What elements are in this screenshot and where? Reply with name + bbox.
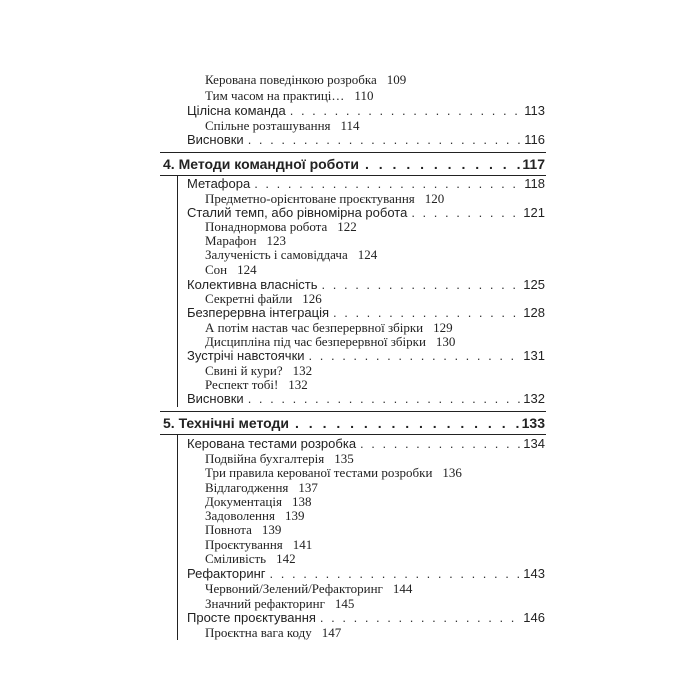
toc-section-page: 143 xyxy=(523,566,545,581)
toc-section xyxy=(187,103,545,119)
toc-subsection-title: Три правила керованої тестами розробки xyxy=(205,465,433,480)
toc-subsection-title: Предметно-орієнтоване проєктування xyxy=(205,191,415,206)
toc-section-page: 128 xyxy=(523,305,545,320)
toc-section-page: 134 xyxy=(523,436,545,451)
toc-subsection-title: Значний рефакторинг xyxy=(205,596,325,611)
toc-subsection xyxy=(205,551,296,567)
toc-section xyxy=(187,610,545,626)
toc-subsection-page: 144 xyxy=(392,581,413,596)
toc-subsection-page: 130 xyxy=(435,334,456,349)
toc-subsection-page: 145 xyxy=(334,596,355,611)
chapter-section-bar xyxy=(177,175,178,407)
toc-subsection-page: 135 xyxy=(334,451,354,466)
toc-subsection-page: 126 xyxy=(302,291,322,306)
toc-section-title: Колективна власність xyxy=(187,277,318,292)
toc-section xyxy=(187,566,545,582)
toc-subsection-title: Проєктна вага коду xyxy=(205,625,312,640)
toc-section-page: 121 xyxy=(523,205,545,220)
dot-leader xyxy=(270,566,522,582)
toc-subsection-title: Повнота xyxy=(205,522,252,537)
dot-leader xyxy=(290,103,523,119)
toc-subsection-page: 132 xyxy=(292,363,313,378)
dot-leader xyxy=(254,176,522,192)
toc-subsection-title: Відлагодження xyxy=(205,480,289,495)
chapter-page: 117 xyxy=(522,156,545,172)
toc-section-page: 132 xyxy=(523,391,545,406)
toc-section-title: Висновки xyxy=(187,132,244,147)
toc-subsection-page: 109 xyxy=(386,72,407,87)
chapter-section-bar xyxy=(177,434,178,640)
toc-subsection-page: 141 xyxy=(292,537,313,552)
toc-subsection-page: 136 xyxy=(442,465,462,480)
toc-subsection-title: Респект тобі! xyxy=(205,377,279,392)
dot-leader xyxy=(365,155,520,173)
toc-section xyxy=(187,305,545,321)
toc-subsection-title: Секретні файли xyxy=(205,291,293,306)
toc-subsection-page: 132 xyxy=(288,377,308,392)
dot-leader xyxy=(295,414,520,432)
toc-subsection-page: 139 xyxy=(284,508,305,523)
toc-subsection-title: Документація xyxy=(205,494,282,509)
toc-subsection-title: А потім настав час безперервної збірки xyxy=(205,320,424,335)
toc-subsection xyxy=(205,625,341,641)
toc-section-title: Безперервна інтеграція xyxy=(187,305,330,320)
toc-subsection-title: Проєктування xyxy=(205,537,283,552)
dot-leader xyxy=(309,348,522,364)
toc-subsection-page: 110 xyxy=(354,88,374,103)
toc-subsection-page: 122 xyxy=(337,219,357,234)
toc-subsection-page: 124 xyxy=(357,247,378,262)
chapter-heading xyxy=(163,155,545,173)
toc-subsection-title: Свині й кури? xyxy=(205,363,283,378)
toc-section-title: Зустрічі навстоячки xyxy=(187,348,305,363)
toc-section-title: Метафора xyxy=(187,176,251,191)
toc-subsection xyxy=(205,465,462,481)
toc-subsection xyxy=(205,262,257,278)
toc-subsection-title: Задоволення xyxy=(205,508,275,523)
toc-section-page: 116 xyxy=(524,132,545,147)
toc-section-page: 113 xyxy=(524,103,545,118)
toc-section-title: Керована тестами розробка xyxy=(187,436,357,451)
dot-leader xyxy=(248,132,523,148)
toc-section-page: 118 xyxy=(524,176,545,191)
dot-leader xyxy=(333,305,521,321)
toc-section-page: 125 xyxy=(523,277,545,292)
dot-leader xyxy=(411,205,521,221)
dot-leader xyxy=(320,610,521,626)
toc-section-page: 146 xyxy=(523,610,545,625)
toc-section-title: Сталий темп, або рівномірна робота xyxy=(187,205,408,220)
chapter-rule-bottom xyxy=(160,434,546,435)
toc-subsection-page: 142 xyxy=(276,551,296,566)
toc-subsection-title: Сміливість xyxy=(205,551,267,566)
toc-section xyxy=(187,391,545,407)
dot-leader xyxy=(360,436,521,452)
toc-subsection-title: Спільне розташування xyxy=(205,118,331,133)
toc-subsection-page: 124 xyxy=(237,262,257,277)
chapter-page: 133 xyxy=(521,415,545,431)
toc-subsection-title: Дисципліна під час безперервної збірки xyxy=(205,334,426,349)
toc-subsection-title: Подвійна бухгалтерія xyxy=(205,451,325,466)
toc-subsection xyxy=(205,522,281,538)
toc-subsection xyxy=(205,247,377,263)
toc-subsection-page: 137 xyxy=(298,480,318,495)
toc-subsection-title: Тим часом на практиці… xyxy=(205,88,345,103)
toc-section-title: Рефакторинг xyxy=(187,566,266,581)
toc-subsection xyxy=(205,581,412,597)
chapter-rule-top xyxy=(160,152,546,153)
dot-leader xyxy=(322,277,522,293)
toc-subsection-page: 139 xyxy=(261,522,282,537)
toc-subsection-page: 123 xyxy=(266,233,286,248)
toc-section-page: 131 xyxy=(523,348,545,363)
toc-subsection-page: 120 xyxy=(424,191,445,206)
toc-section xyxy=(187,436,545,452)
toc-section-title: Цілісна команда xyxy=(187,103,286,118)
chapter-title: 5. Технічні методи xyxy=(163,415,290,431)
toc-subsection-page: 147 xyxy=(321,625,342,640)
toc-subsection-title: Марафон xyxy=(205,233,257,248)
toc-subsection-page: 114 xyxy=(340,118,360,133)
toc-subsection-title: Червоний/Зелений/Рефакторинг xyxy=(205,581,383,596)
toc-section-title: Висновки xyxy=(187,391,244,406)
toc-subsection-title: Сон xyxy=(205,262,228,277)
chapter-rule-top xyxy=(160,411,546,412)
toc-subsection-page: 138 xyxy=(291,494,312,509)
toc-subsection-title: Залученість і самовіддача xyxy=(205,247,348,262)
toc-section xyxy=(187,176,545,192)
toc-subsection xyxy=(205,72,406,88)
toc-section xyxy=(187,132,545,148)
toc-subsection-title: Керована поведінкою розробка xyxy=(205,72,377,87)
toc-section-title: Просте проєктування xyxy=(187,610,316,625)
chapter-title: 4. Методи командної роботи xyxy=(163,156,359,172)
dot-leader xyxy=(248,391,522,407)
toc-subsection xyxy=(205,88,373,104)
toc-section xyxy=(187,348,545,364)
toc-subsection-title: Понаднормова робота xyxy=(205,219,328,234)
chapter-heading xyxy=(163,414,545,432)
toc-subsection-page: 129 xyxy=(433,320,453,335)
